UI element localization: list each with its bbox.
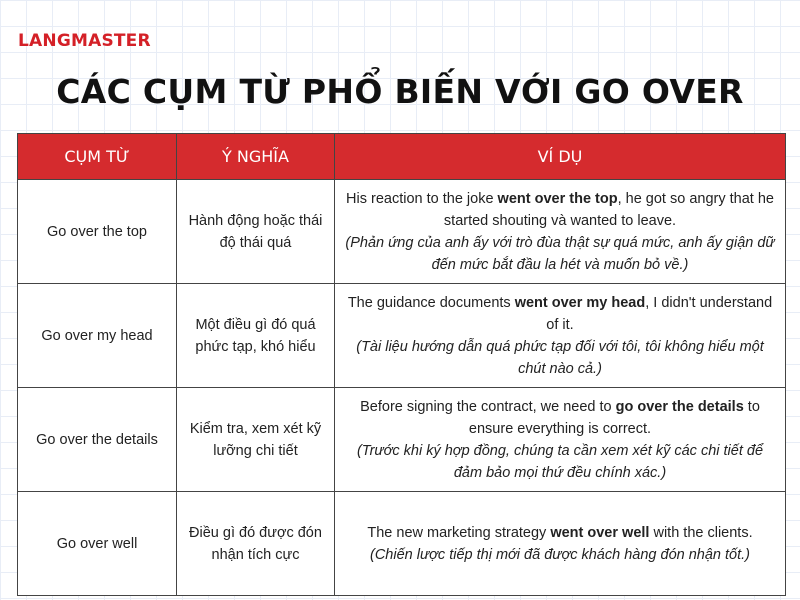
example-english: The guidance documents went over my head, I didn't understand of it. <box>347 294 773 333</box>
table-row <box>18 492 786 596</box>
example-highlight: go over the details <box>615 398 744 415</box>
example-translation: (Tài liệu hướng dẫn quá phức tạp đối với tôi, tôi không hiểu một chút nào cả.) <box>356 338 764 377</box>
table-header-row <box>18 134 786 180</box>
phrase-cell: Go over the details <box>18 388 177 492</box>
example-cell <box>335 180 786 284</box>
meaning-cell: Hành động hoặc thái độ thái quá <box>177 180 335 284</box>
phrase-cell: Go over my head <box>18 284 177 388</box>
meaning-cell: Kiểm tra, xem xét kỹ lưỡng chi tiết <box>177 388 335 492</box>
page-title: CÁC CỤM TỪ PHỔ BIẾN VỚI GO OVER <box>56 72 744 111</box>
example-cell <box>335 492 786 596</box>
langmaster-logo: LANGMASTER <box>18 31 151 51</box>
example-english: His reaction to the joke went over the top, he got so angry that he started shouting và wanted to leave. <box>346 190 774 229</box>
example-cell <box>335 284 786 388</box>
table-row <box>18 388 786 492</box>
meaning-cell: Điều gì đó được đón nhận tích cực <box>177 492 335 596</box>
example-highlight: went over the top <box>497 190 618 207</box>
table-row <box>18 284 786 388</box>
example-translation: (Trước khi ký hợp đồng, chúng ta cần xem xét kỹ các chi tiết để đảm bảo mọi thứ đều chính xác.) <box>356 442 764 481</box>
example-translation: (Chiến lược tiếp thị mới đã được khách hàng đón nhận tốt.) <box>370 546 750 563</box>
meaning-cell: Một điều gì đó quá phức tạp, khó hiểu <box>177 284 335 388</box>
phrase-cell: Go over the top <box>18 180 177 284</box>
example-english: The new marketing strategy went over well with the clients. <box>367 524 753 541</box>
table-row <box>18 180 786 284</box>
phrase-cell: Go over well <box>18 492 177 596</box>
phrases-table <box>17 133 786 596</box>
header-meaning: Ý NGHĨA <box>177 134 335 180</box>
header-phrase: CỤM TỪ <box>18 134 177 180</box>
example-english: Before signing the contract, we need to go over the details to ensure everything is correct. <box>360 398 760 437</box>
header-example: VÍ DỤ <box>335 134 786 180</box>
example-cell <box>335 388 786 492</box>
example-translation: (Phản ứng của anh ấy với trò đùa thật sự quá mức, anh ấy giận dữ đến mức bắt đầu la hét và muốn bỏ về.) <box>345 234 775 273</box>
example-highlight: went over my head <box>514 294 646 311</box>
example-highlight: went over well <box>550 524 650 541</box>
